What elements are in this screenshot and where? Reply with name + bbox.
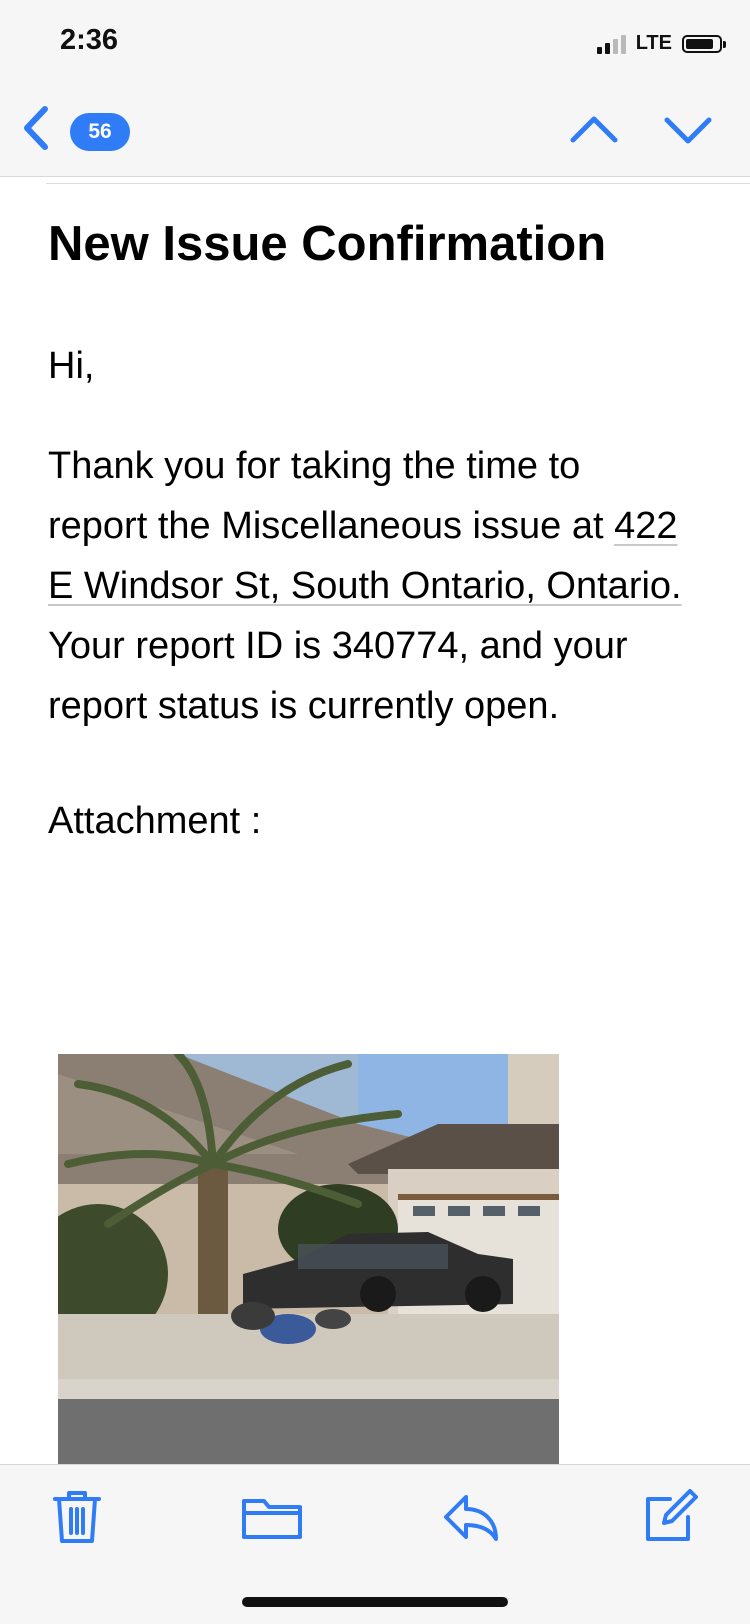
reply-button[interactable] xyxy=(440,1487,500,1547)
attachment-image[interactable] xyxy=(58,1054,559,1464)
attachment-photo xyxy=(58,1054,559,1464)
email-content xyxy=(48,212,728,846)
attachment-label: Attachment : xyxy=(48,800,262,842)
top-bar xyxy=(0,0,750,177)
chevron-up-icon xyxy=(568,110,620,150)
trash-button[interactable] xyxy=(47,1487,107,1547)
address-link[interactable]: 422 E Windsor St, South Ontario, Ontario. xyxy=(48,505,682,607)
body-intro: Thank you for taking the time to report the Miscellaneous issue at xyxy=(48,445,615,547)
bottom-toolbar xyxy=(0,1464,750,1624)
previous-message-button[interactable] xyxy=(568,110,620,150)
home-indicator[interactable] xyxy=(242,1597,508,1607)
email-body xyxy=(48,436,688,736)
status-indicators xyxy=(597,32,722,55)
next-message-button[interactable] xyxy=(662,110,714,150)
battery-icon xyxy=(682,35,722,53)
reply-icon xyxy=(440,1487,502,1547)
compose-button[interactable] xyxy=(640,1487,700,1547)
chevron-left-icon xyxy=(21,105,51,151)
compose-icon xyxy=(640,1487,700,1547)
header-divider xyxy=(46,183,750,184)
folder-icon xyxy=(240,1487,304,1547)
trash-icon xyxy=(47,1487,107,1547)
report-status-text: Your report ID is 340774, and your report status is currently open. xyxy=(48,625,628,727)
status-time: 2:36 xyxy=(60,24,119,56)
chevron-down-icon xyxy=(662,110,714,150)
network-type: LTE xyxy=(635,32,672,54)
signal-icon xyxy=(597,34,626,54)
unread-count-badge[interactable]: 56 xyxy=(70,113,130,151)
move-to-folder-button[interactable] xyxy=(240,1487,300,1547)
back-button[interactable] xyxy=(18,104,54,152)
email-subject: New Issue Confirmation xyxy=(48,217,607,271)
email-greeting: Hi, xyxy=(48,345,95,387)
